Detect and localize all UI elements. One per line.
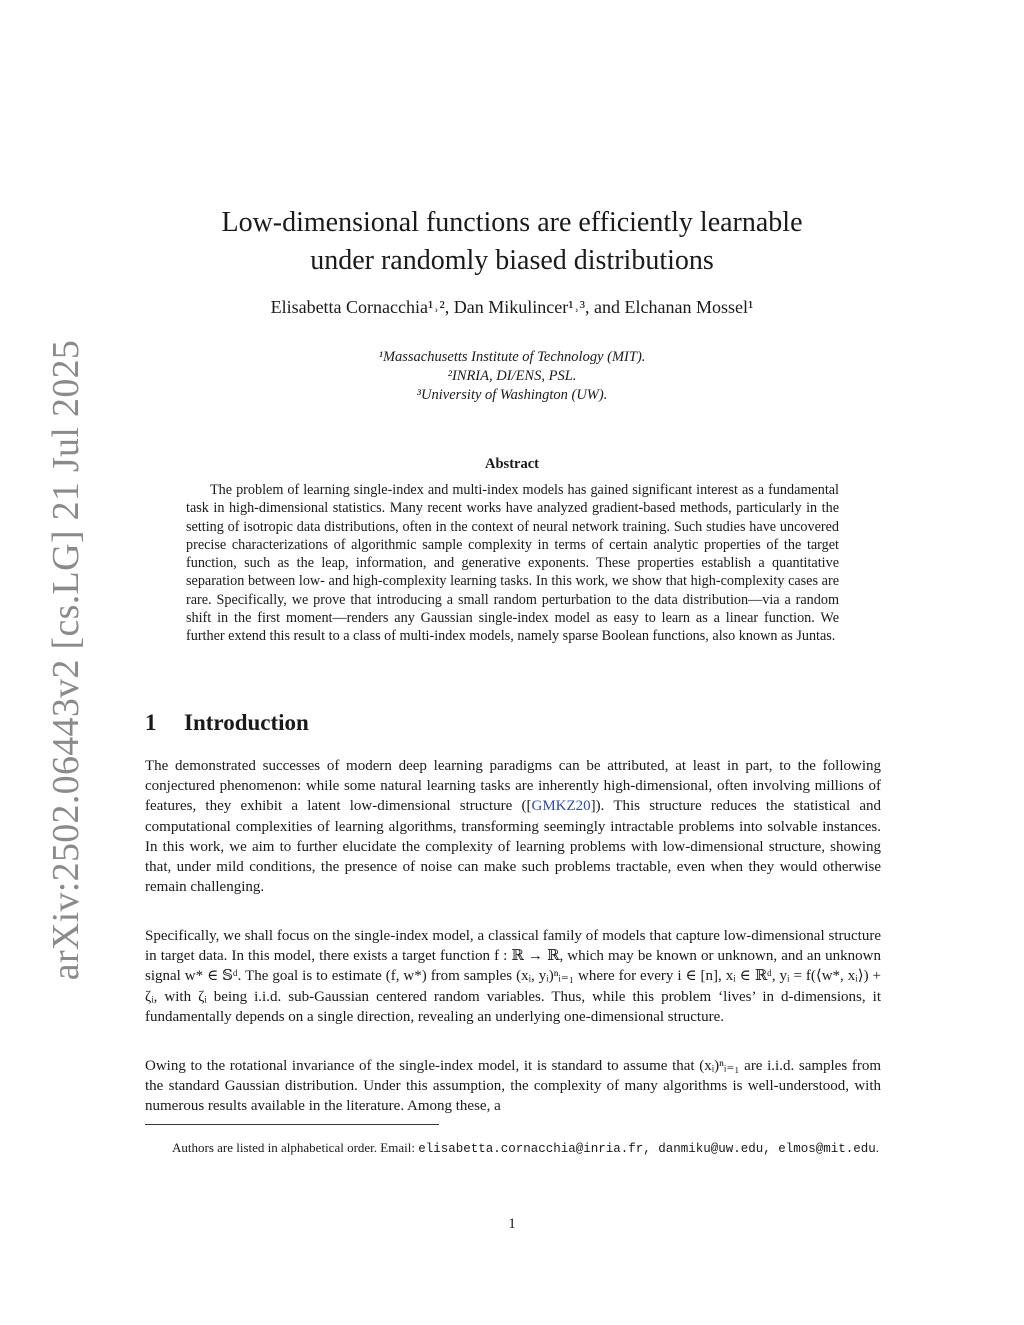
- arxiv-identifier: arXiv:2502.06443v2 [cs.LG] 21 Jul 2025: [45, 339, 87, 981]
- intro-paragraph-2: Specifically, we shall focus on the single-index model, a classical family of models that capture low-dimensional structure in target data. In this model, there exists a target function f : ℝ → ℝ, which may be known or unknown, and an unknown signal w* ∈ 𝕊ᵈ. The goal is to estimate (f, w*) from samples (xᵢ, yᵢ)ⁿᵢ₌₁ where for every i ∈ [n], xᵢ ∈ ℝᵈ, yᵢ = f(⟨w*, xᵢ⟩) + ζᵢ, with ζᵢ being i.i.d. sub-Gaussian centered random variables. Thus, while this problem ‘lives’ in d-dimensions, it fundamentally depends on a single direction, revealing an underlying one-dimensional structure.: [145, 928, 881, 1025]
- page-number: 1: [508, 1216, 516, 1232]
- abstract-heading: Abstract: [485, 456, 539, 472]
- intro-p1-text-before: The demonstrated successes of modern deep learning paradigms can be attributed, at least in part, to the following conjectured phenomenon: while some natural learning tasks are inherently high-dimensional, often involving millions of features, they exhibit a latent low-dimensional structure ([: [145, 758, 881, 815]
- footnote-end: .: [875, 1140, 880, 1155]
- footnote-text: Authors are listed in alphabetical order. Email:: [172, 1140, 419, 1155]
- affiliation-uw: ³University of Washington (UW).: [416, 387, 608, 403]
- author-list: Elisabetta Cornacchia¹˒², Dan Mikulincer¹˒³, and Elchanan Mossel¹: [270, 297, 754, 317]
- footnote-emails: elisabetta.cornacchia@inria.fr, danmiku@uw.edu, elmos@mit.edu: [418, 1142, 876, 1156]
- title-line-1: Low-dimensional functions are efficiently learnable: [221, 207, 803, 238]
- intro-paragraph-3: Owing to the rotational invariance of the single-index model, it is standard to assume that (xᵢ)ⁿᵢ₌₁ are i.i.d. samples from the standard Gaussian distribution. Under this assumption, the complexity of many algorithms is well-understood, with numerous results available in the literature. Among these, a: [145, 1058, 881, 1115]
- section-heading: [145, 710, 309, 736]
- abstract-text: The problem of learning single-index and multi-index models has gained significant interest as a fundamental task in high-dimensional statistics. Many recent works have analyzed gradient-based methods, particularly in the setting of isotropic data distributions, often in the context of neural network training. Such studies have uncovered precise characterizations of algorithmic sample complexity in terms of certain analytic properties of the target function, such as the leap, information, and generative exponents. These properties establish a quantitative separation between low- and high-complexity learning tasks. In this work, we show that high-complexity cases are rare. Specifically, we prove that introducing a small random perturbation to the data distribution—via a random shift in the first moment—renders any Gaussian single-index model as easy to learn as a linear function. We further extend this result to a class of multi-index models, namely sparse Boolean functions, also known as Juntas.: [186, 482, 839, 645]
- intro-p1-text-after: ]). This structure reduces the statistical and computational complexities of learning algorithms, transforming seemingly intractable problems into solvable instances. In this work, we aim to further elucidate the complexity of learning problems with low-dimensional structure, showing that, under mild conditions, the presence of noise can make such problems tractable, even when they would otherwise remain challenging.: [145, 798, 882, 896]
- section-title: Introduction: [184, 710, 309, 735]
- intro-paragraph-1: [145, 756, 881, 897]
- affiliation-inria: ²INRIA, DI/ENS, PSL.: [447, 368, 577, 384]
- affiliation-mit: ¹Massachusetts Institute of Technology (MIT).: [378, 349, 646, 365]
- paper-title: [150, 204, 874, 280]
- section-number: 1: [145, 710, 157, 735]
- affiliations: [150, 348, 874, 405]
- footnote-rule: [145, 1124, 439, 1125]
- title-line-2: under randomly biased distributions: [310, 245, 714, 276]
- citation-link[interactable]: GMKZ20: [531, 798, 591, 815]
- footnote: [145, 1138, 881, 1159]
